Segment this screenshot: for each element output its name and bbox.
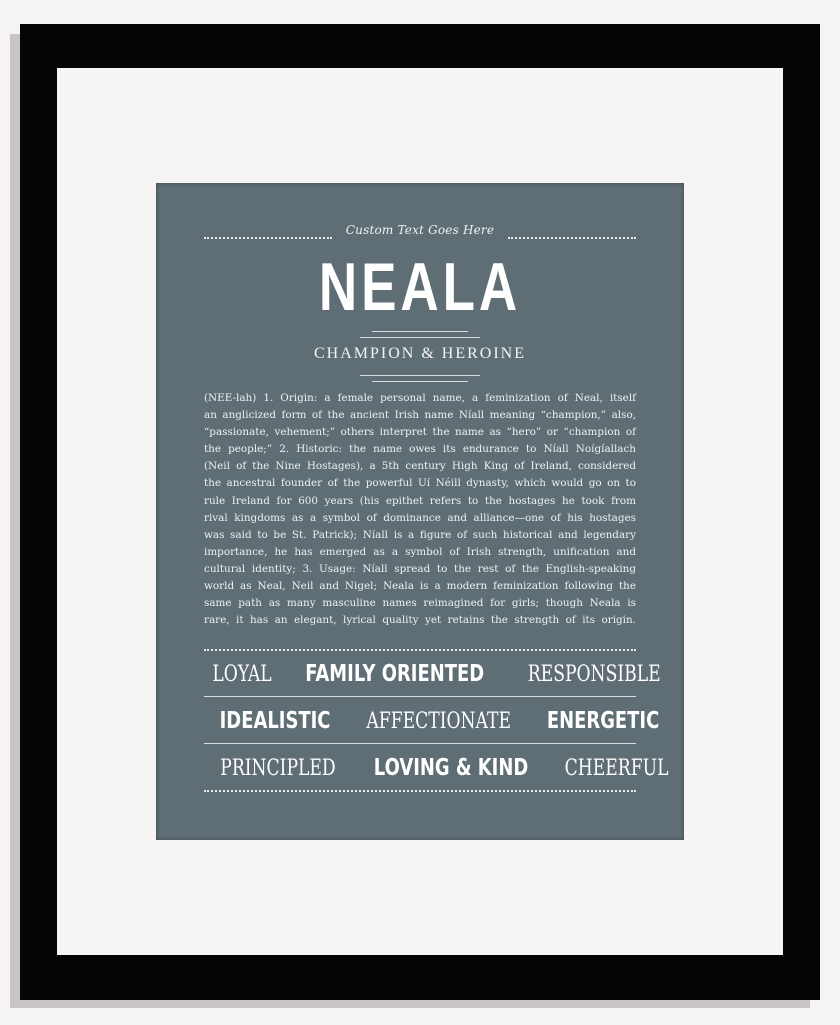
description-line: rival kingdoms as a symbol of dominance and alliance—one of his hostages (204, 511, 636, 524)
description-line: importance, he has emerged as a symbol of Irish strength, unification and (204, 545, 636, 558)
rule-top-1 (372, 331, 468, 332)
trait: LOYAL (212, 661, 272, 687)
description-line: same path as many masculine names reimagined for girls; though Neala is (204, 597, 636, 610)
description-line: (Neil of the Nine Hostages), a 5th century High King of Ireland, considered (204, 460, 636, 473)
rule-bottom-2 (372, 381, 468, 382)
description-line: rule Ireland for 600 years (his epithet refers to the hostages he took from (204, 494, 636, 507)
name-description (204, 390, 636, 629)
description-line: the ancestral founder of the powerful Uí Néill dynasty, which would go on to (204, 477, 636, 490)
trait: PRINCIPLED (220, 755, 336, 781)
dotted-divider-right (508, 237, 636, 239)
dotted-divider-left (204, 237, 332, 239)
trait: LOVING & KIND (373, 755, 529, 781)
description-line: was said to be St. Patrick); Níall is a figure of such historical and legendary (204, 528, 636, 541)
trait: FAMILY ORIENTED (305, 661, 485, 687)
description-line: world as Neal, Neil and Nigel; Neala is a modern feminization following the (204, 580, 636, 593)
rule-top-2 (360, 337, 480, 338)
trait-rule-2 (204, 743, 636, 744)
custom-text: Custom Text Goes Here (345, 223, 495, 237)
description-line: the people;” 2. Historic: the name owes its endurance to Níall Noígíallach (204, 443, 636, 456)
trait: RESPONSIBLE (528, 661, 661, 687)
trait-row-1 (204, 657, 661, 691)
description-line: cultural identity; 3. Usage: Níall spread to the rest of the English-speaking (204, 562, 636, 575)
rule-bottom-1 (360, 375, 480, 376)
name-print (156, 183, 684, 840)
trait-row-2 (204, 704, 660, 738)
dotted-divider-traits-top (204, 649, 636, 651)
trait-row-3 (204, 751, 669, 785)
trait: ENERGETIC (547, 708, 660, 734)
description-line: rare, it has an elegant, lyrical quality yet retains the strength of its origin. (204, 614, 636, 627)
trait: AFFECTIONATE (366, 708, 512, 734)
dotted-divider-traits-bottom (204, 790, 636, 792)
trait: CHEERFUL (564, 755, 669, 781)
description-line: an anglicized form of the ancient Irish name Níall meaning “champion,” also, (204, 409, 636, 422)
description-line: “passionate, vehement;” others interpret the name as “hero” or “champion of (204, 426, 636, 439)
trait: IDEALISTIC (219, 708, 331, 734)
name-title: NEALA (318, 249, 522, 325)
name-meaning: CHAMPION & HEROINE (314, 345, 526, 362)
trait-rule-1 (204, 696, 636, 697)
description-line: (NEE-lah) 1. Origin: a female personal name, a feminization of Neal, itself (204, 392, 636, 404)
